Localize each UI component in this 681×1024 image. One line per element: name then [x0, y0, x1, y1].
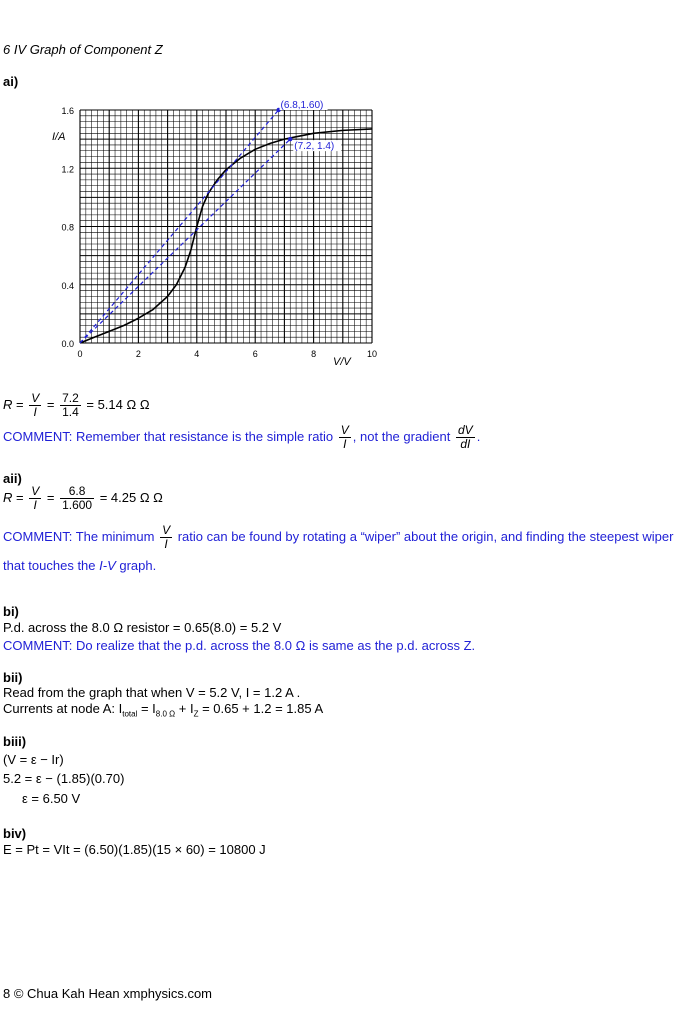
ai-comment: COMMENT: Remember that resistance is the simple ratio $\frac{V}{I}$ , not the gradient $\frac{dV}{dI}$ . — [3, 423, 481, 451]
biii-line1: (V = ε − Ir) — [3, 752, 64, 767]
annotation-label: (7.2, 1.4) — [294, 141, 335, 153]
x-tick-label: 10 — [366, 349, 378, 359]
x-tick-label: 8 — [311, 349, 317, 359]
section-label-biii: biii) — [3, 734, 27, 749]
y-tick-label: 0.4 — [61, 280, 74, 291]
biii-line3: ε = 6.50 V — [22, 791, 81, 806]
section-label-bi: bi) — [3, 604, 19, 619]
iv-graph — [0, 95, 400, 370]
bi-comment: COMMENT: Do realize that the p.d. across the 8.0 Ω is same as the p.d. across Z. — [3, 638, 476, 653]
x-tick-label: 6 — [252, 349, 258, 359]
bii-line2: Currents at node A: $I_{total} = I_{8.0 \Omega} + I_Z = 0.65 + 1.2 = 1.85$ A — [3, 701, 324, 719]
section-label-bii: bii) — [3, 670, 23, 685]
section-label-ai: ai) — [3, 74, 19, 89]
x-tick-label: 2 — [135, 349, 141, 359]
ai-equation: R = $\frac{V}{I}$ = $\frac{7.2}{1.4}$ = 5.14 Ω Ω — [3, 391, 150, 419]
annotation-point — [288, 137, 292, 141]
bi-line: P.d. across the 8.0 Ω resistor = 0.65(8.0) = 5.2 V — [3, 620, 282, 635]
x-axis-label: V/V — [333, 356, 351, 368]
biii-line2: 5.2 = ε − (1.85)(0.70) — [3, 771, 125, 786]
biv-line: E = Pt = VIt = (6.50)(1.85)(15 × 60) = 10800 J — [3, 842, 266, 857]
aii-equation: R = $\frac{V}{I}$ = $\frac{6.8}{1.600}$ = 4.25 Ω Ω — [3, 484, 163, 512]
page-title: 6 IV Graph of Component Z — [3, 42, 163, 57]
page-footer: 8 © Chua Kah Hean xmphysics.com — [3, 986, 213, 1001]
y-tick-label: 0.8 — [61, 222, 74, 233]
y-tick-label: 1.2 — [61, 164, 74, 175]
aii-comment: COMMENT: The minimum $\frac{V}{I}$ ratio can be found by rotating a “wiper” about the origin, and finding the steepest wiper — [3, 523, 674, 551]
section-label-aii: aii) — [3, 471, 22, 486]
y-axis-label: I/A — [52, 131, 66, 143]
x-tick-label: 0 — [77, 349, 83, 359]
annotation-label: (6.8,1.60) — [280, 100, 324, 111]
x-tick-label: 4 — [194, 349, 200, 359]
aii-comment-line2: that touches the I-V graph. — [3, 558, 157, 573]
bii-line1: Read from the graph that when V = 5.2 V, I = 1.2 A . — [3, 685, 301, 700]
y-tick-label: 1.6 — [61, 106, 74, 116]
y-tick-label: 0.0 — [61, 339, 74, 349]
section-label-biv: biv) — [3, 826, 27, 841]
